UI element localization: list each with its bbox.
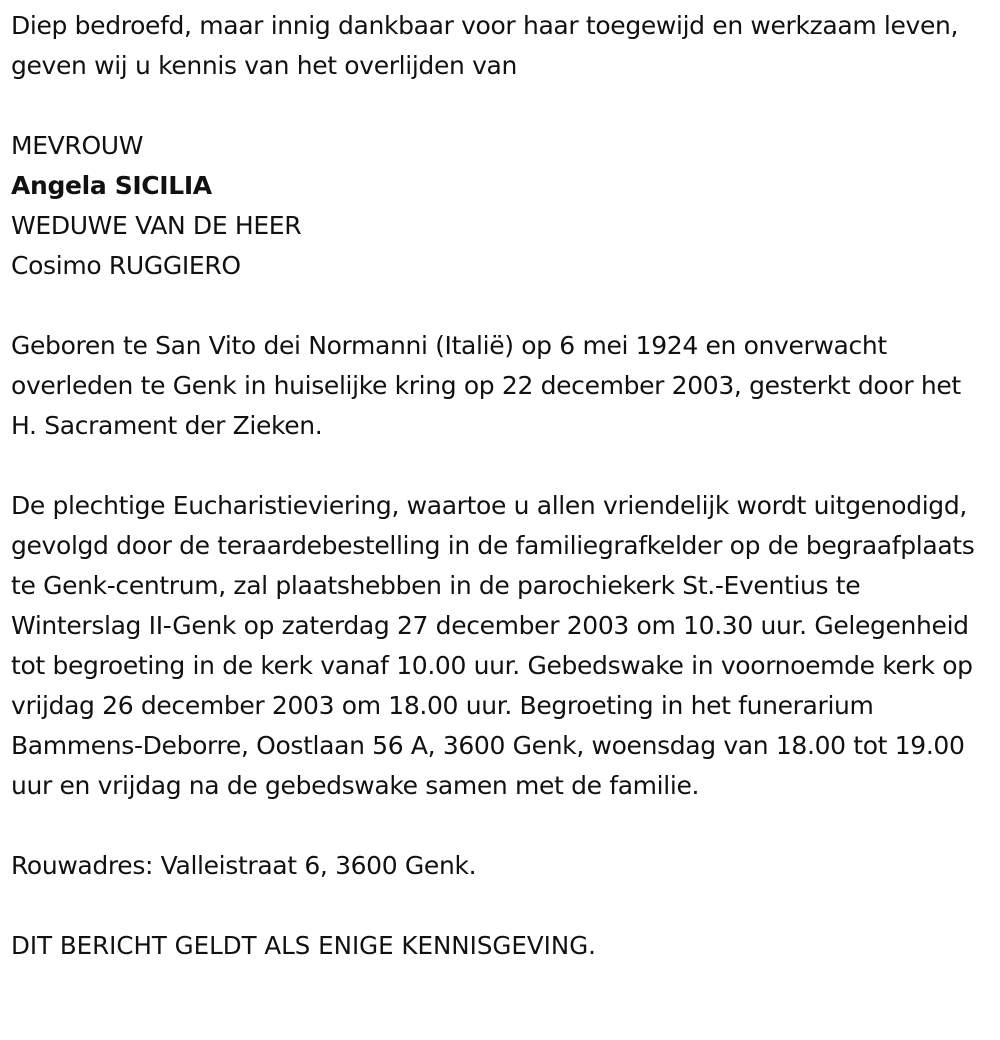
relation-line: WEDUWE VAN DE HEER <box>11 211 302 240</box>
death-notice <box>11 6 991 966</box>
spacer <box>11 286 991 326</box>
intro-paragraph: Diep bedroefd, maar innig dankbaar voor haar toegewijd en werkzaam leven, geven wij u kennis van het overlijden van <box>11 11 959 80</box>
spacer <box>11 446 991 486</box>
ceremony-paragraph: De plechtige Eucharistieviering, waartoe u allen vriendelijk wordt uitgenodigd, gevolgd door de teraardebestelling in de familiegrafkelder op de begraafplaats te Genk-centrum, zal plaatshebben in de parochiekerk St.-Eventius te Winterslag II-Genk op zaterdag 27 december 2003 om 10.30 uur. Gelegenheid tot begroeting in de kerk vanaf 10.00 uur. Gebedswake in voornoemde kerk op vrijdag 26 december 2003 om 18.00 uur. Begroeting in het funerarium Bammens-Deborre, Oostlaan 56 A, 3600 Genk, woensdag van 18.00 tot 19.00 uur en vrijdag na de gebedswake samen met de familie. <box>11 491 975 800</box>
mourning-address: Rouwadres: Valleistraat 6, 3600 Genk. <box>11 851 477 880</box>
deceased-name: Angela SICILIA <box>11 171 212 200</box>
spacer <box>11 806 991 846</box>
birth-death-paragraph: Geboren te San Vito dei Normanni (Italië) op 6 mei 1924 en onverwacht overleden te Genk in huiselijke kring op 22 december 2003, gesterkt door het H. Sacrament der Zieken. <box>11 331 961 440</box>
spouse-name: Cosimo RUGGIERO <box>11 251 241 280</box>
title-line: MEVROUW <box>11 131 144 160</box>
closing-line: DIT BERICHT GELDT ALS ENIGE KENNISGEVING. <box>11 931 596 960</box>
spacer <box>11 86 991 126</box>
spacer <box>11 886 991 926</box>
